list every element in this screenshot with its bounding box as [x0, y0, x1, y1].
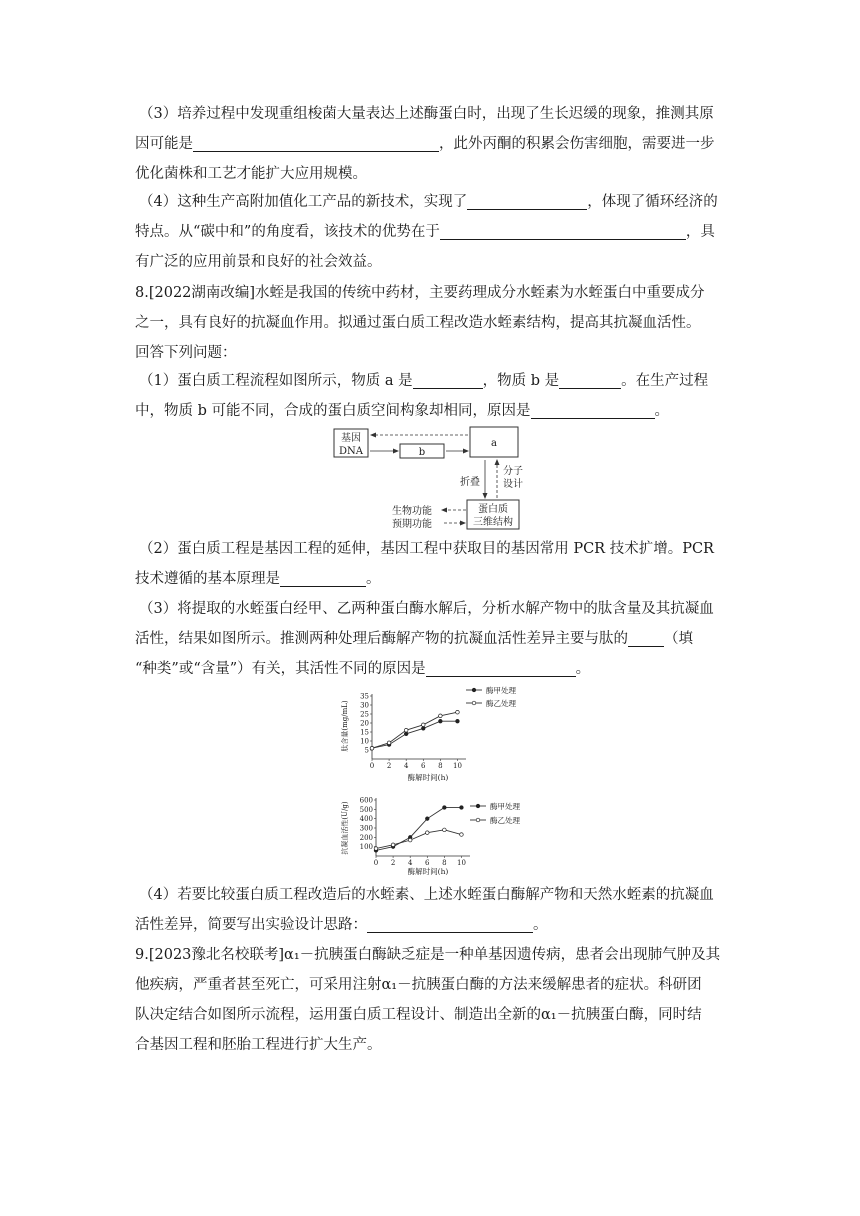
text-span: ，此外丙酮的积累会伤害细胞，需要进一步 — [439, 136, 715, 152]
text-span: ，体现了循环经济的 — [587, 194, 718, 210]
gene-label: 基因 — [341, 433, 361, 444]
text-line: 队决定结合如图所示流程，运用蛋白质工程设计、制造出全新的α₁－抗胰蛋白酶，同时结 — [135, 1007, 702, 1023]
q8-part2 — [135, 534, 735, 594]
arrowhead — [441, 508, 447, 513]
text-line: 8.[2022湖南改编]水蛭是我国的传统中药材，主要药理成分水蛭素为水蛭蛋白中重要成分 — [135, 285, 705, 301]
legend-label: 酶乙处理 — [490, 816, 520, 825]
text-span: 活性差异，简要写出实验设计思路： — [135, 917, 367, 933]
text-line: （2）蛋白质工程是基因工程的延伸，基因工程中获取目的基因常用 PCR 技术扩增。PCR — [139, 541, 714, 557]
y-tick-label: 300 — [359, 824, 373, 833]
y-tick-label: 30 — [360, 701, 369, 710]
peptide-content-chart — [338, 684, 538, 784]
legend-marker — [472, 688, 476, 692]
dna-label: DNA — [339, 446, 363, 457]
text-line: 他疾病，严重者甚至死亡，可采用注射α₁－抗胰蛋白酶的方法来缓解患者的症状。科研团 — [135, 977, 702, 993]
legend-label: 酶甲处理 — [486, 686, 516, 695]
data-point — [425, 817, 429, 821]
y-tick-label: 200 — [359, 833, 373, 842]
arrowhead — [460, 521, 466, 526]
design-label-1: 分子 — [503, 466, 523, 477]
answer-blank[interactable] — [440, 221, 686, 240]
text-line: 9.[2023豫北名校联考]α₁－抗胰蛋白酶缺乏症是一种单基因遗传病，患者会出现肺气肿及其 — [135, 947, 721, 963]
data-point — [460, 806, 464, 810]
design-label-2: 设计 — [503, 479, 523, 490]
data-point — [374, 847, 378, 851]
text-span: 技术遵循的基本原理是 — [135, 571, 280, 587]
series-line — [376, 807, 461, 850]
data-point — [456, 710, 460, 714]
arrowhead — [495, 459, 500, 465]
x-tick-label: 4 — [407, 859, 413, 867]
answer-blank[interactable] — [413, 370, 483, 389]
series-line — [376, 830, 461, 849]
data-point — [460, 833, 464, 837]
text-line: 回答下列问题： — [135, 345, 237, 361]
arrowhead — [483, 493, 488, 499]
data-point — [421, 723, 425, 727]
series-line — [372, 712, 457, 748]
text-span: 。 — [575, 661, 591, 677]
text-span: ，物质 b 是 — [482, 373, 560, 389]
x-tick-label: 4 — [403, 762, 409, 770]
arrowhead — [463, 449, 469, 454]
answer-blank[interactable] — [467, 191, 587, 210]
legend-marker — [476, 818, 480, 822]
answer-blank[interactable] — [193, 133, 439, 152]
text-span: 中，物质 b 可能不同，合成的蛋白质空间构象却相同，原因是 — [135, 403, 531, 419]
a-label: a — [491, 438, 497, 449]
data-point — [443, 806, 447, 810]
legend-marker — [476, 804, 480, 808]
protein-engineering-flow-diagram — [330, 424, 530, 534]
text-line: 之一，具有良好的抗凝血作用。拟通过蛋白质工程改造水蛭素结构，提高其抗凝血活性。 — [135, 315, 701, 331]
text-span: “种类”或“含量”）有关，其活性不同的原因是 — [135, 661, 426, 677]
answer-blank[interactable] — [531, 400, 655, 419]
q7-part4 — [135, 187, 735, 277]
x-tick-label: 10 — [452, 762, 462, 770]
x-tick-label: 6 — [421, 762, 426, 770]
y-tick-label: 10 — [360, 737, 369, 746]
text-line: （4）若要比较蛋白质工程改造后的水蛭素、上述水蛭蛋白酶解产物和天然水蛭素的抗凝血 — [139, 887, 714, 903]
y-tick-label: 5 — [364, 746, 369, 755]
x-tick-label: 10 — [456, 859, 466, 867]
y-tick-label: 20 — [360, 719, 369, 728]
text-span: 活性，结果如图所示。推测两种处理后酶解产物的抗凝血活性差异主要与肽的 — [135, 631, 628, 647]
fold-label: 折叠 — [460, 477, 480, 488]
text-span: 。 — [366, 571, 381, 587]
data-point — [387, 741, 391, 745]
data-point — [404, 732, 408, 736]
anticoagulant-activity-chart — [338, 790, 538, 878]
legend-label: 酶甲处理 — [490, 802, 520, 811]
data-point — [421, 727, 425, 731]
x-tick-label: 0 — [369, 762, 375, 770]
q8-part4 — [135, 880, 735, 940]
y-tick-label: 15 — [360, 728, 369, 737]
data-point — [443, 828, 447, 832]
y-tick-label: 400 — [359, 815, 373, 824]
data-point — [425, 831, 429, 835]
data-point — [456, 719, 460, 723]
answer-blank[interactable] — [628, 628, 664, 647]
q8-part3 — [135, 594, 735, 684]
x-tick-label: 0 — [373, 859, 379, 867]
bio-function-label: 生物功能 — [392, 506, 432, 517]
x-tick-label: 2 — [386, 762, 392, 770]
text-span: 因可能是 — [135, 136, 193, 152]
text-span: （填 — [664, 631, 693, 647]
data-point — [404, 728, 408, 732]
answer-blank[interactable] — [426, 658, 576, 677]
text-span: 。在生产过程 — [621, 373, 709, 389]
q9 — [135, 940, 735, 1060]
x-axis-label: 酶解时间(h) — [407, 773, 449, 782]
x-tick-label: 8 — [442, 859, 447, 867]
text-line: （3）将提取的水蛭蛋白经甲、乙两种蛋白酶水解后，分析水解产物中的肽含量及其抗凝血 — [139, 601, 714, 617]
x-tick-label: 8 — [438, 762, 443, 770]
answer-blank[interactable] — [280, 568, 366, 587]
legend-marker — [472, 701, 476, 705]
y-tick-label: 35 — [360, 692, 369, 701]
answer-blank[interactable] — [559, 370, 621, 389]
text-span: （1）蛋白质工程流程如图所示，物质 a 是 — [139, 373, 413, 389]
y-axis-label: 肽含量(mg/mL) — [341, 700, 349, 752]
x-tick-label: 2 — [390, 859, 396, 867]
arrowhead — [370, 433, 376, 438]
text-span: 。 — [654, 403, 669, 419]
y-tick-label: 100 — [359, 843, 373, 852]
text-span: ，具 — [685, 224, 715, 240]
data-point — [408, 838, 412, 842]
text-line: 优化菌株和工艺才能扩大应用规模。 — [135, 166, 367, 182]
x-axis-label: 酶解时间(h) — [407, 867, 449, 876]
structure-label-2: 三维结构 — [473, 517, 513, 528]
text-line: （3）培养过程中发现重组梭菌大量表达上述酶蛋白时，出现了生长迟缓的现象，推测其原 — [139, 106, 714, 122]
data-point — [391, 843, 395, 847]
data-point — [439, 714, 443, 718]
text-line: 有广泛的应用前景和良好的社会效益。 — [135, 254, 382, 270]
b-label: b — [418, 447, 426, 458]
x-tick-label: 6 — [425, 859, 430, 867]
y-axis-label: 抗凝血活性(U/g) — [341, 801, 349, 855]
text-span: （4）这种生产高附加值化工产品的新技术，实现了 — [139, 194, 468, 210]
text-line: 合基因工程和胚胎工程进行扩大生产。 — [135, 1037, 382, 1053]
data-point — [439, 719, 443, 723]
y-tick-label: 600 — [359, 796, 373, 805]
text-span: 。 — [533, 917, 548, 933]
data-point — [370, 746, 374, 750]
predicted-function-label: 预期功能 — [392, 519, 432, 530]
q8-intro — [135, 278, 735, 368]
arrowhead — [393, 449, 399, 454]
q7-part3 — [135, 99, 735, 189]
y-tick-label: 25 — [360, 710, 369, 719]
structure-label-1: 蛋白质 — [478, 504, 508, 515]
text-span: 特点。从“碳中和”的角度看，该技术的优势在于 — [135, 224, 440, 240]
q8-part1 — [135, 366, 735, 426]
answer-blank[interactable] — [367, 914, 533, 933]
legend-label: 酶乙处理 — [486, 699, 516, 708]
y-tick-label: 500 — [359, 805, 373, 814]
